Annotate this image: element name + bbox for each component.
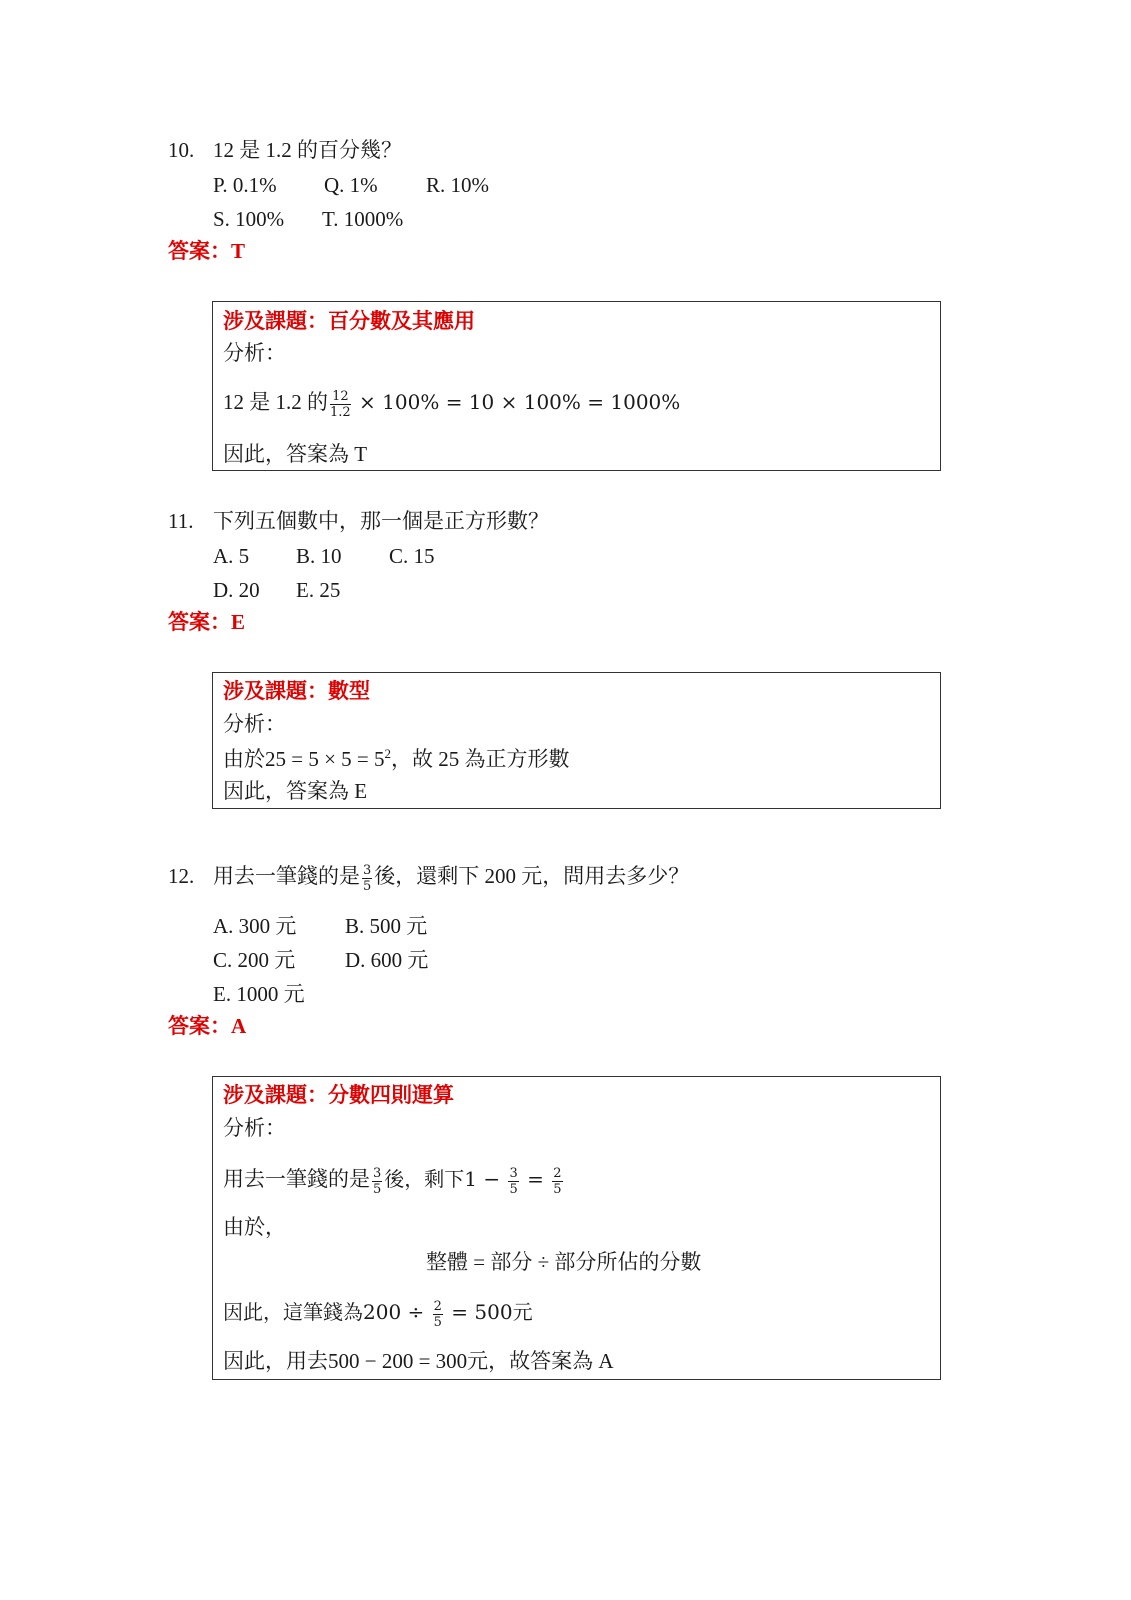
fraction-2-over-5 (552, 1167, 562, 1196)
q11-topic: 涉及課題：數型 (223, 679, 370, 703)
question-text-suffix: 後，還剩下 200 元，問用去多少？ (374, 864, 690, 888)
q11-conclusion: 因此，答案為 E (223, 779, 368, 803)
answer-label: 答案： (168, 1014, 231, 1038)
exponent: 2 (384, 746, 392, 761)
q10-option-s: S. 100% (213, 207, 285, 231)
question-text-prefix: 用去一筆錢的是 (213, 864, 360, 888)
q12-formula: 整體 = 部分 ÷ 部分所佔的分數 (426, 1250, 702, 1274)
calc-rest: × 100% = 10 × 100% = 1000% (352, 390, 681, 414)
answer-label: 答案： (168, 239, 231, 263)
fraction-numerator: 12 (330, 390, 351, 405)
fraction-numerator: 3 (363, 862, 372, 878)
fraction-denominator: 5 (509, 1181, 518, 1197)
answer-label: 答案： (168, 610, 231, 634)
q10-calculation (223, 384, 680, 420)
q11-answer (168, 612, 245, 633)
q12-topic: 涉及課題：分數四則運算 (223, 1083, 454, 1107)
q11-option-a: A. 5 (213, 544, 250, 568)
reasoning-prefix: 由於25 = 5 × 5 = 5 (223, 747, 385, 771)
q11-option-c: C. 15 (389, 544, 435, 568)
question-10-text: 12 是 1.2 的百分幾？ (213, 138, 402, 162)
q12-option-b: B. 500 元 (345, 914, 428, 938)
calc-prefix: 12 是 1.2 的 (223, 390, 328, 414)
question-11-text: 下列五個數中，那一個是正方形數？ (213, 509, 549, 533)
fraction-denominator: 5 (373, 1181, 382, 1197)
step-prefix: 因此，這筆錢為200 ÷ (223, 1300, 431, 1324)
q11-reasoning (223, 747, 570, 770)
q10-option-r: R. 10% (426, 173, 489, 197)
fraction-3-over-5 (508, 1167, 518, 1196)
fraction-numerator: 3 (509, 1165, 518, 1181)
q10-option-p: P. 0.1% (213, 173, 277, 197)
q10-topic: 涉及課題：百分數及其應用 (223, 309, 475, 333)
q12-since: 由於， (223, 1215, 286, 1239)
step-suffix: = 500元 (444, 1300, 533, 1324)
question-11-number: 11. (168, 509, 194, 533)
q10-analysis-box (212, 301, 941, 471)
question-12-number: 12. (168, 864, 195, 888)
fraction-numerator: 3 (373, 1165, 382, 1181)
fraction-denominator: 1.2 (330, 404, 351, 420)
q11-analysis-label: 分析： (223, 712, 286, 736)
fraction-3-over-5 (362, 864, 372, 893)
question-12-text (213, 856, 689, 896)
step-mid: 後，剩下1 − (384, 1167, 507, 1191)
fraction-numerator: 2 (433, 1298, 442, 1314)
q12-analysis-box (212, 1076, 941, 1380)
answer-value: T (231, 239, 246, 263)
q12-option-c: C. 200 元 (213, 948, 296, 972)
q11-option-e: E. 25 (296, 578, 341, 602)
fraction-3-over-5 (372, 1167, 382, 1196)
fraction-denominator: 5 (433, 1314, 442, 1330)
answer-value: A (231, 1014, 247, 1038)
q10-option-t: T. 1000% (322, 207, 404, 231)
q10-answer (168, 241, 245, 262)
q12-analysis-label: 分析： (223, 1116, 286, 1140)
answer-value: E (231, 610, 246, 634)
step-text: 用去一筆錢的是 (223, 1167, 370, 1191)
question-10-number: 10. (168, 138, 195, 162)
fraction-numerator: 2 (553, 1165, 562, 1181)
q12-option-d: D. 600 元 (345, 948, 429, 972)
q11-option-b: B. 10 (296, 544, 342, 568)
q12-answer (168, 1016, 246, 1037)
q11-option-d: D. 20 (213, 578, 260, 602)
q12-step-remaining (223, 1159, 565, 1199)
fraction-denominator: 5 (363, 878, 372, 894)
q10-option-q: Q. 1% (324, 173, 378, 197)
q10-conclusion: 因此，答案為 T (223, 442, 368, 466)
equals-sign: = (520, 1167, 551, 1191)
q12-option-a: A. 300 元 (213, 914, 297, 938)
fraction-12-over-1.2 (330, 390, 351, 419)
q12-option-e: E. 1000 元 (213, 982, 305, 1006)
fraction-2-over-5 (433, 1300, 443, 1329)
q10-analysis-label: 分析： (223, 341, 286, 365)
q11-analysis-box (212, 672, 941, 809)
q12-step-total (223, 1292, 533, 1332)
reasoning-suffix: ，故 25 為正方形數 (391, 747, 570, 771)
q12-conclusion: 因此，用去500 − 200 = 300元，故答案為 A (223, 1349, 614, 1373)
fraction-denominator: 5 (553, 1181, 562, 1197)
